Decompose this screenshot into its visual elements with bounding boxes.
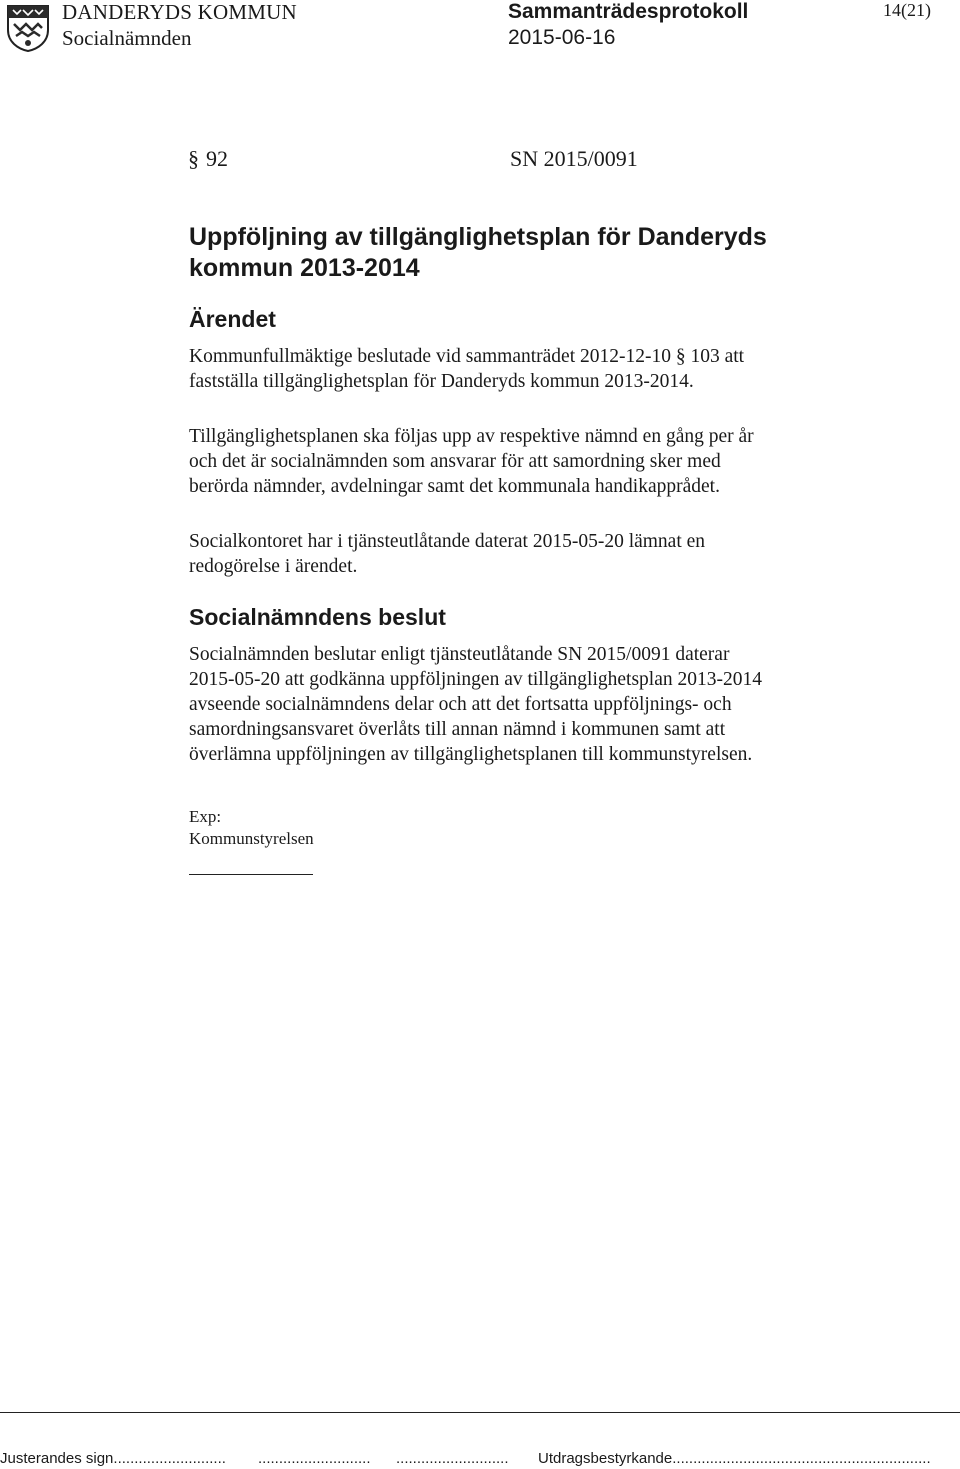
text-line: Socialnämnden beslutar enligt tjänsteutlåtande SN 2015/0091 daterar	[189, 644, 730, 665]
text-line: Tillgänglighetsplanen ska följas upp av respektive nämnd en gång per år	[189, 426, 754, 447]
paragraph-sign: §	[188, 146, 199, 171]
meeting-date: 2015-06-16	[508, 26, 616, 49]
arendet-paragraph-1	[189, 344, 889, 394]
text-line: Kommunfullmäktige beslutade vid sammanträdet 2012-12-10 § 103 att	[189, 346, 745, 367]
decision-paragraph	[189, 642, 889, 767]
text-line: fastställa tillgänglighetsplan för Danderyds kommun 2013-2014.	[189, 371, 694, 392]
expedition-block	[189, 806, 314, 850]
expedition-label: Exp:	[189, 807, 222, 826]
paragraph-number: 92	[206, 146, 228, 171]
document-type: Sammanträdesprotokoll	[508, 0, 749, 23]
utdragsbestyrkande: Utdragsbestyrkande..............................................................	[538, 1450, 931, 1467]
text-line: och det är socialnämnden som ansvarar för att samordning sker med	[189, 451, 721, 472]
page-number: 14(21)	[883, 0, 931, 20]
expedition-recipient: Kommunstyrelsen	[189, 829, 314, 848]
justerandes-sign: Justerandes sign...........................	[0, 1450, 226, 1467]
signature-line: ...........................	[258, 1450, 371, 1467]
arendet-paragraph-3	[189, 529, 889, 579]
arendet-paragraph-2	[189, 424, 889, 499]
case-number: SN 2015/0091	[510, 146, 638, 171]
text-line: samordningsansvaret överlåts till annan nämnd i kommunen samt att	[189, 719, 726, 740]
title-line: kommun 2013-2014	[189, 254, 420, 282]
decision-heading: Socialnämndens beslut	[189, 604, 446, 630]
footer-divider	[0, 1412, 960, 1413]
text-line: berörda nämnder, avdelningar samt det kommunala handikapprådet.	[189, 476, 720, 497]
committee-name: Socialnämnden	[62, 26, 192, 50]
text-line: avseende socialnämndens delar och att det fortsatta uppföljnings- och	[189, 694, 732, 715]
section-end-rule	[189, 874, 313, 875]
text-line: 2015-05-20 att godkänna uppföljningen av tillgänglighetsplan 2013-2014	[189, 669, 762, 690]
text-line: överlämna uppföljningen av tillgänglighetsplanen till kommunstyrelsen.	[189, 744, 753, 765]
signature-footer	[0, 1449, 960, 1469]
title-line: Uppföljning av tillgänglighetsplan för Danderyds	[189, 223, 767, 251]
organization-name: DANDERYDS KOMMUN	[62, 0, 297, 24]
text-line: Socialkontoret har i tjänsteutlåtande daterat 2015-05-20 lämnat en	[189, 531, 706, 552]
arendet-heading: Ärendet	[189, 306, 276, 332]
signature-line: ...........................	[396, 1450, 509, 1467]
agenda-title	[189, 222, 889, 284]
text-line: redogörelse i ärendet.	[189, 556, 358, 577]
municipal-crest-icon	[6, 4, 50, 52]
